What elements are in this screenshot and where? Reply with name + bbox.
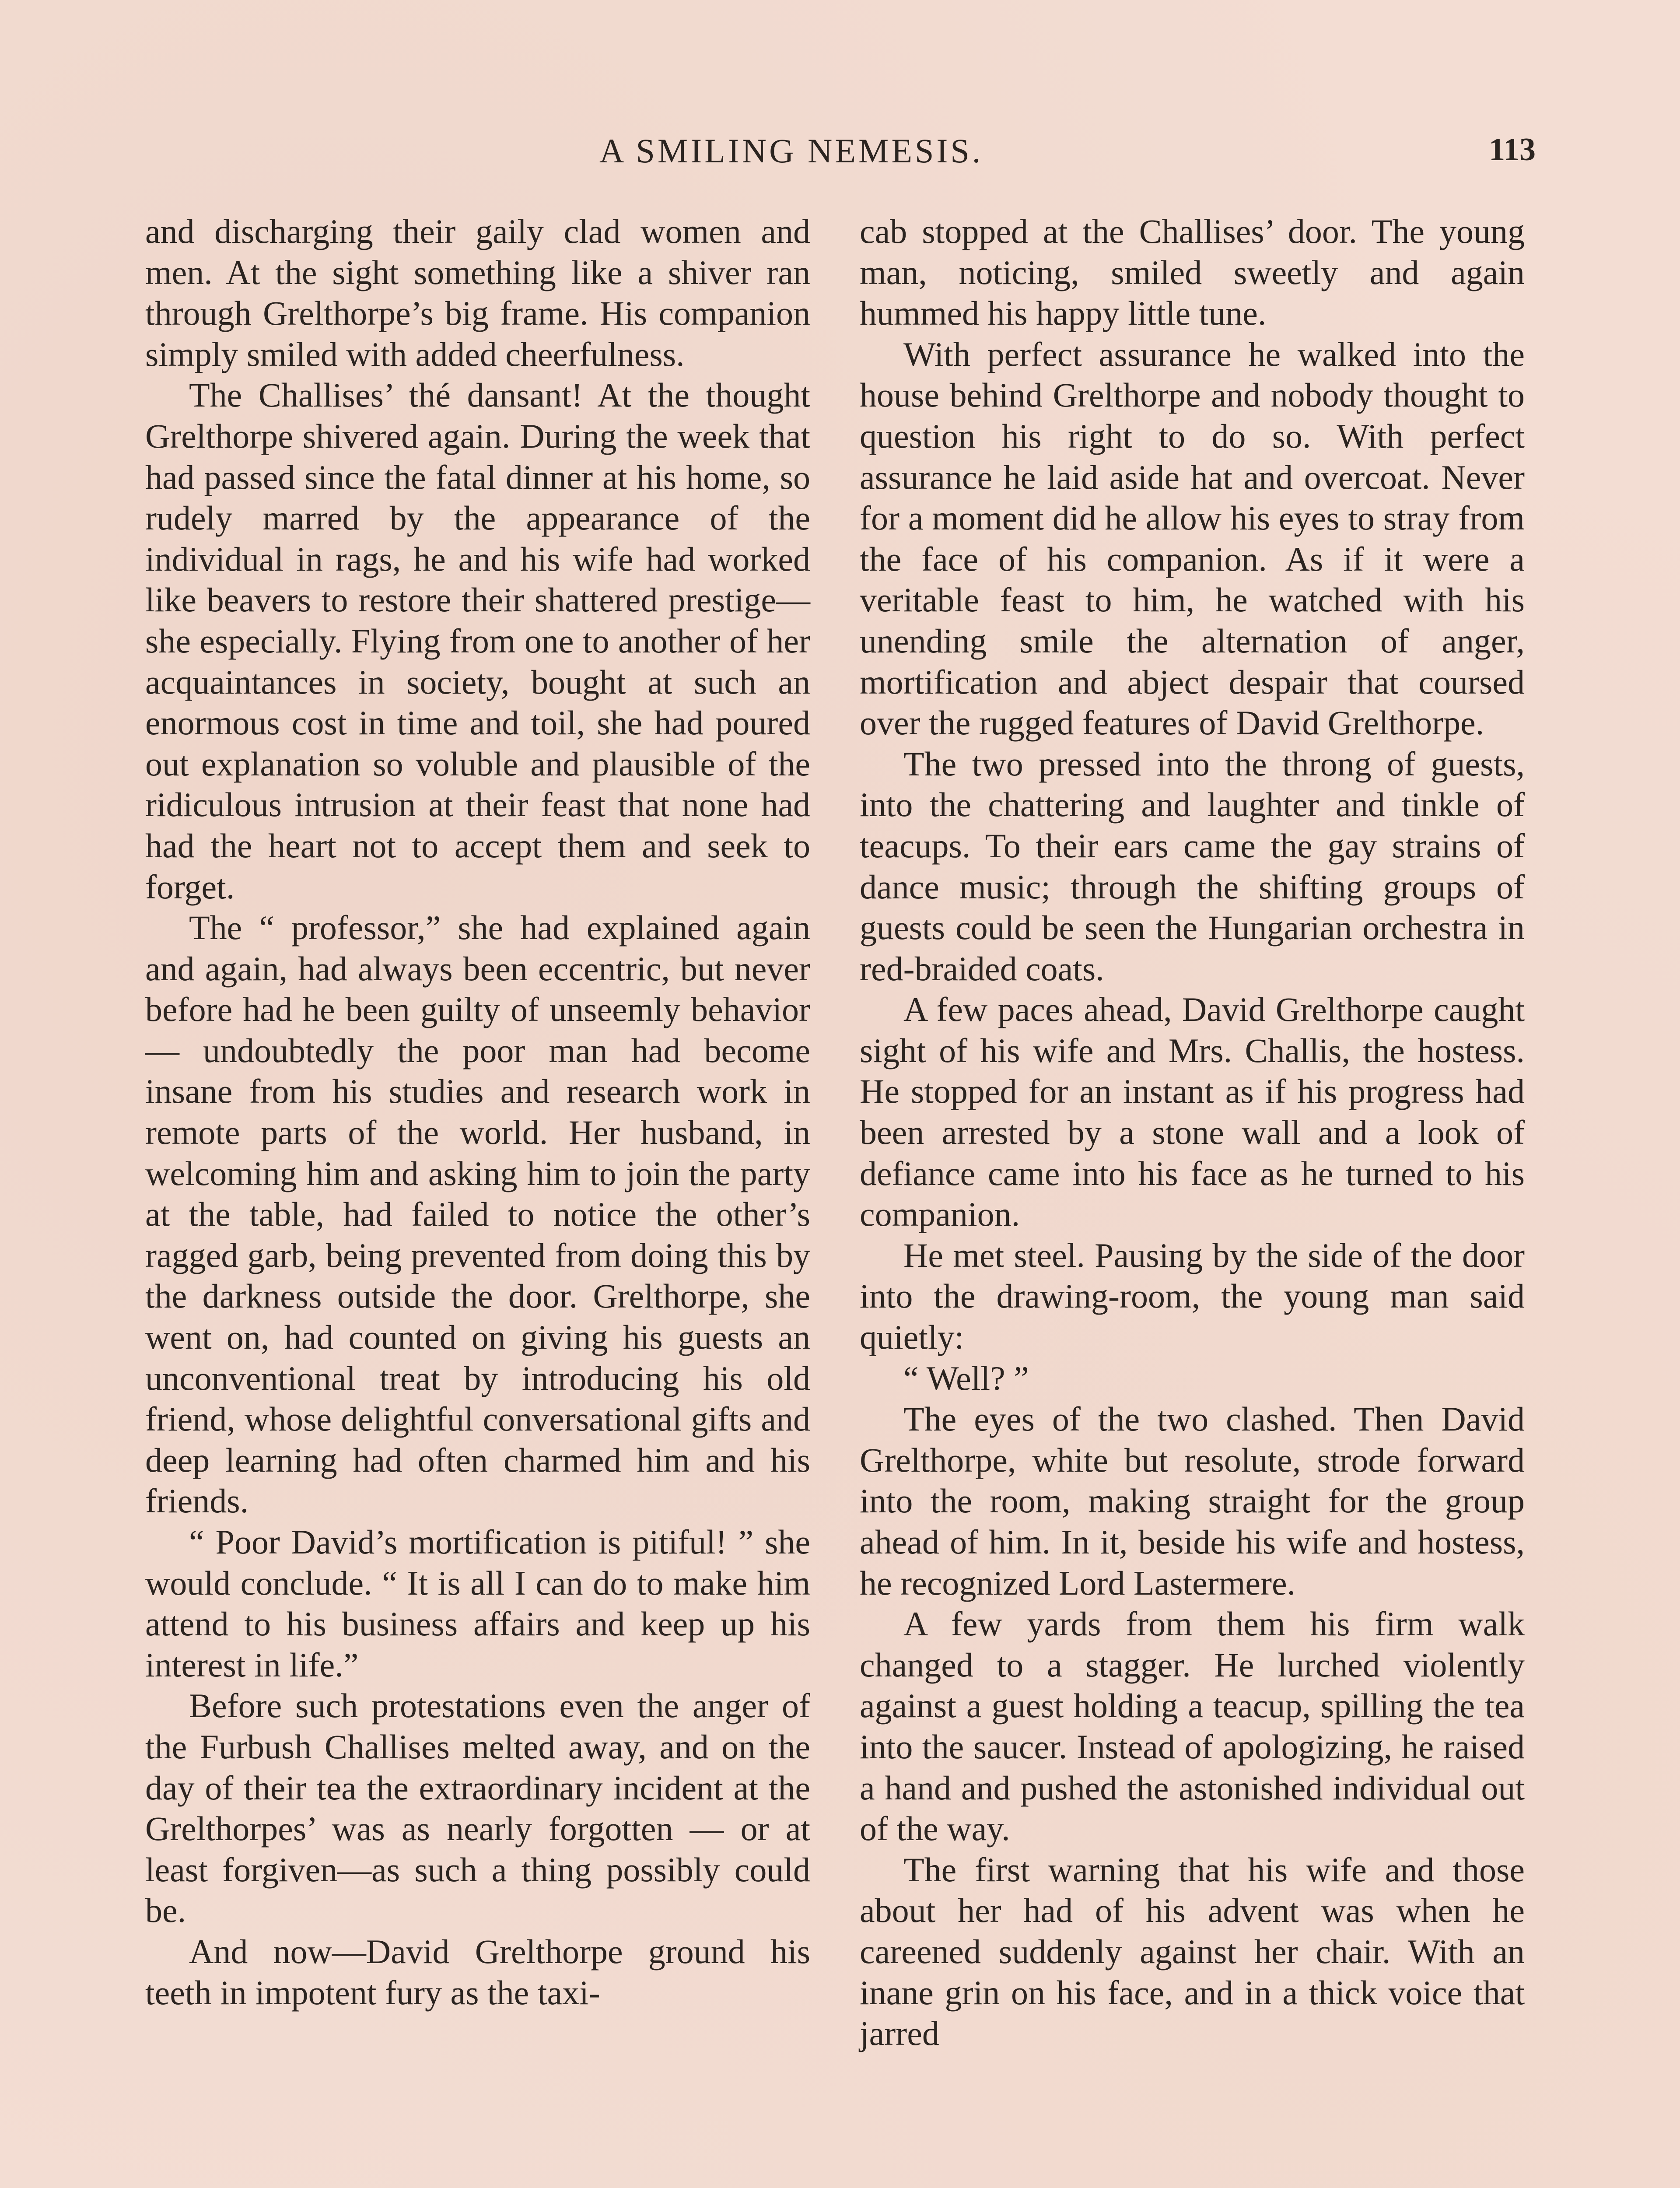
paragraph: The two pressed into the throng of guests, into the chattering and laughter and tinkle of teacups. To their ears came the gay strains of dance music; through the shifting groups of guests could be seen the Hungarian orchestra in red-braided coats. <box>860 744 1525 988</box>
paragraph: The first warning that his wife and those about her had of his advent was when he careened suddenly against her chair. With an inane grin on his face, and in a thick voice that jarred <box>860 1850 1525 2053</box>
paragraph: “ Well? ” <box>903 1359 1029 1397</box>
paragraph: The “ professor,” she had explained again and again, had always been eccentric, but never before had he been guilty of unseemly behavior — undoubtedly the poor man had become insane from his studies and research work in remote parts of the world. Her husband, in welcoming him and asking him to join the party at the table, had failed to notice the other’s ragged garb, being prevented from doing this by the darkness outside the door. Grelthorpe, she went on, had counted on giving his guests an unconventional treat by introducing his old friend, whose delightful conversational gifts and deep learning had often charmed him and his friends. <box>145 908 810 1520</box>
paragraph: and discharging their gaily clad women and men. At the sight something like a shiver ran through Grelthorpe’s big frame. His companion simply smiled with added cheerfulness. <box>145 212 810 373</box>
paragraph: With perfect assurance he walked into the house behind Grelthorpe and nobody thought to question his right to do so. With perfect assurance he laid aside hat and overcoat. Never for a moment did he allow his eyes to stray from the face of his companion. As if it were a veritable feast to him, he watched with his unending smile the alternation of anger, mortification and abject despair that coursed over the rugged features of David Grelthorpe. <box>860 335 1525 742</box>
paragraph: The eyes of the two clashed. Then David Grelthorpe, white but resolute, strode forward into the room, making straight for the group ahead of him. In it, beside his wife and hostess, he recognized Lord Lastermere. <box>860 1400 1525 1602</box>
paragraph: The Challises’ thé dansant! At the thought Grelthorpe shivered again. During the week that had passed since the fatal dinner at his home, so rudely marred by the appearance of the individual in rags, he and his wife had worked like beavers to restore their shattered prestige—she especially. Flying from one to another of her acquaintances in society, bought at such an enormous cost in time and toil, she had poured out explanation so voluble and plausible of the ridiculous intrusion at their feast that none had had the heart not to accept them and seek to forget. <box>145 376 810 906</box>
left-column <box>145 211 810 2013</box>
paragraph: “ Poor David’s mortification is pitiful! ” she would conclude. “ It is all I can do to make him attend to his business affairs and keep up his interest in life.” <box>145 1523 810 1684</box>
page-number: 113 <box>1489 132 1536 168</box>
page-header <box>0 131 1680 184</box>
paragraph: And now—David Grelthorpe ground his teeth in impotent fury as the taxi- <box>145 1932 810 2012</box>
paragraph: A few paces ahead, David Grelthorpe caught sight of his wife and Mrs. Challis, the hostess. He stopped for an instant as if his progress had been arrested by a stone wall and a look of defiance came into his face as he turned to his companion. <box>860 990 1525 1234</box>
paragraph: A few yards from them his firm walk changed to a stagger. He lurched violently against a guest holding a teacup, spilling the tea into the saucer. Instead of apologizing, he raised a hand and pushed the astonished individual out of the way. <box>860 1605 1525 1848</box>
paragraph: cab stopped at the Challises’ door. The young man, noticing, smiled sweetly and again hummed his happy little tune. <box>860 212 1525 333</box>
paragraph: Before such protestations even the anger of the Furbush Challises melted away, and on the day of their tea the extraordinary incident at the Grelthorpes’ was as nearly forgotten — or at least forgiven—as such a thing possibly could be. <box>145 1687 810 1930</box>
right-column <box>860 211 1525 2054</box>
running-title: A SMILING NEMESIS. <box>599 132 984 170</box>
paragraph: He met steel. Pausing by the side of the door into the drawing-room, the young man said quietly: <box>860 1236 1525 1357</box>
